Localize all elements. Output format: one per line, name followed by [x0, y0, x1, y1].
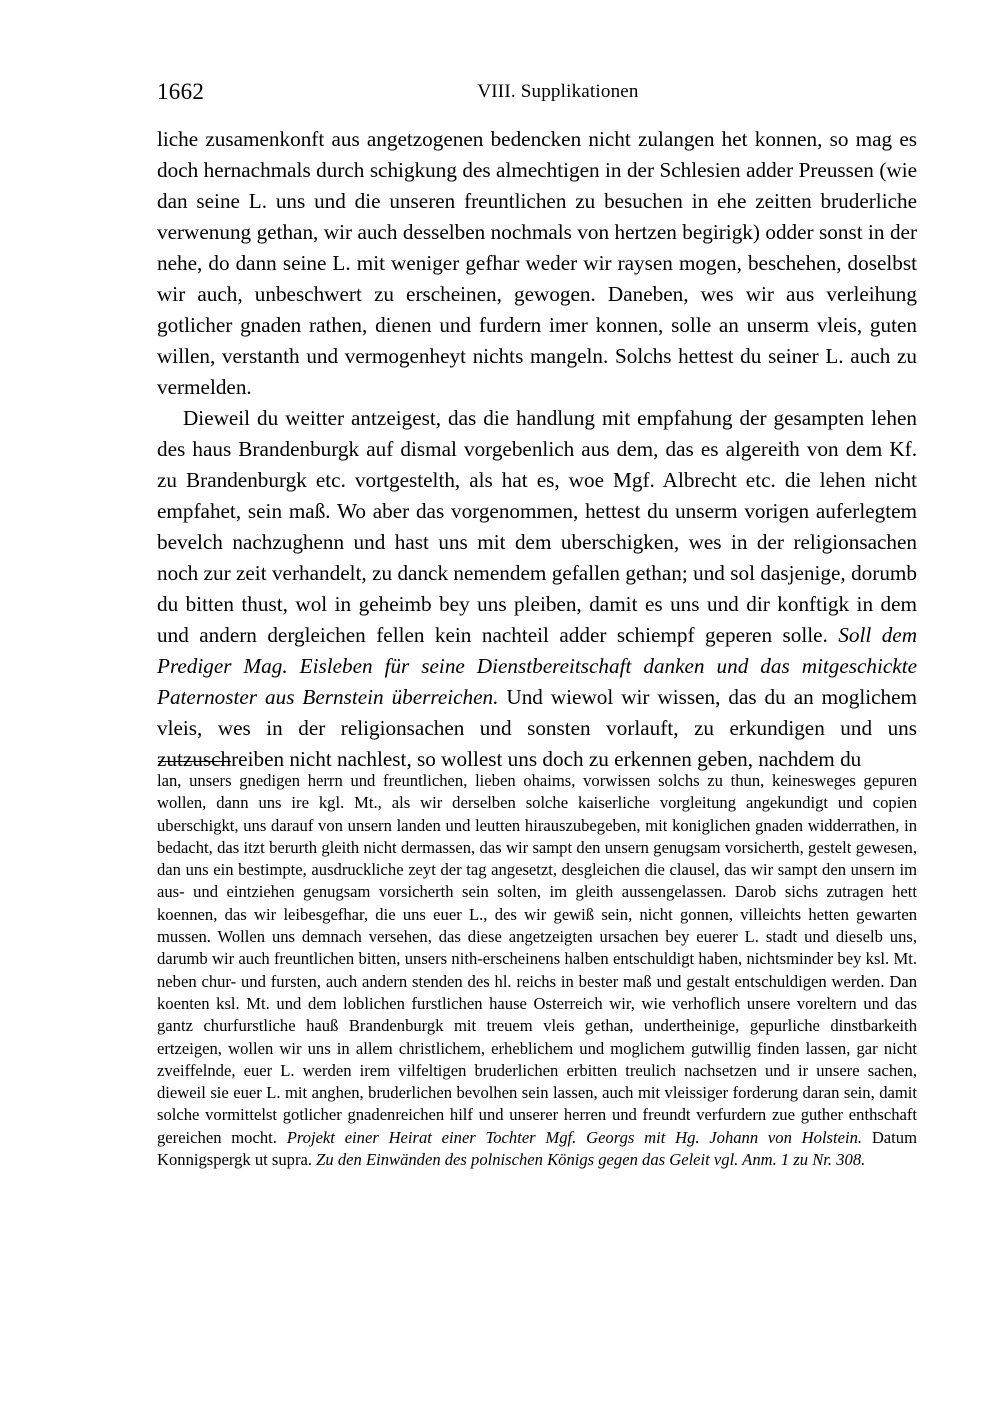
- text-run-italic-editorial-note: Soll dem Prediger Mag. Eisleben für seine Dienstbereitschaft danken und das mitgeschickte Paternoster aus Bernstein überreichen.: [157, 623, 917, 709]
- footnote-run-italic-reference: Zu den Einwänden des polnischen Königs gegen das Geleit vgl. Anm. 1 zu Nr. 308.: [316, 1150, 866, 1170]
- running-title: VIII. Supplikationen: [477, 81, 639, 102]
- page-header: [157, 78, 917, 106]
- footnote-run-roman: lan, unsers gnedigen herrn und freuntlichen, lieben ohaims, vorwissen solchs zu thun, keinesweges gepuren wollen, dann uns ire kgl. Mt., als wir derselben solche kaiserliche vorgleitung angekundigt und copien uberschigkt, uns darauf von unsern landen und leutten hirauszubegeben, mit koniglichen gnaden widderrathen, in bedacht, das itzt berurth gleith nicht dermassen, das wir sampt den unsern genugsam vorsicherth, gestelt gewesen, dan uns ein bestimpte, ausdruckliche zeyt der tag angesetzt, desgleichen die clausel, das wir sampt den unsern im aus- und eintziehen genugsam vorsicherth sein solten, im gleith aussengelassen. Darob sichs zutragen hett koennen, das wir leibesgefhar, die uns euer L., des wir gewiß sein, nicht gonnen, villeichts hetten gewarten mussen. Wollen uns demnach versehen, das diese angetzeigten ursachen bey euerer L. stadt und dieselb uns, darumb wir auch freuntlichen bitten, unsers nith-erscheinens halben entschuldigt haben, nichtsminder bey ksl. Mt. neben chur- und fursten, auch andern stenden des hl. reichs in bester maß und gestalt entschuldigen werden. Dan koenten ksl. Mt. und dem loblichen furstlichen hause Osterreich wir, wie verhoflich unsere voreltern und das gantz churfurstliche hauß Brandenburgk mit treuem vleis gethan, undertheinige, gepurliche dinstbarkeith ertzeigen, wollen wir uns in allem christlichem, erheblichem und moglichem gutwillig finden lassen, gar nicht zveiffelnde, euer L. werden irem vilfeltigen bruderlichen erbitten treulich nachsetzen und ir unsere sachen, dieweil sie euer L. mit anghen, bruderlichen bevolhen sein lassen, auch mit vleissiger forderung daran sein, damit solche vormittelst gotlicher gnadenreichen hilf und unserer herren und freundt verfurdern zue guther enthschaft gereichen mocht.: [157, 771, 917, 1147]
- body-paragraph: [157, 403, 917, 775]
- text-run-roman: liche zusamenkonft aus angetzogenen bedencken nicht zulangen het konnen, so mag es doch hernachmals durch schigkung des almechtigen in der Schlesien adder Preussen (wie dan seine L. uns und die unseren freuntlichen zu besuchen in ehe zeitten bruderliche verwenung gethan, wir auch desselben nochmals von hertzen begirigk) odder sonst in der nehe, do dann seine L. mit weniger gefhar weder wir raysen mogen, beschehen, doselbst wir auch, unbeschwert zu erscheinen, gewogen. Daneben, wes wir aus verleihung gotlicher gnaden rathen, dienen und furdern imer konnen, solle an unserm vleis, guten willen, verstanth und vermogenheyt nichts mangeln. Solchs hettest du seiner L. auch zu vermelden.: [157, 127, 917, 399]
- footnote-block: [157, 770, 917, 1171]
- page-number: 1662: [157, 79, 205, 104]
- footnote-separator-rule: [158, 761, 231, 762]
- footnote-run-italic-regest: Projekt einer Heirat einer Tochter Mgf. Georgs mit Hg. Johann von Holstein.: [286, 1127, 863, 1147]
- main-text-block: [157, 124, 917, 775]
- text-run-roman: Und wiewol wir wissen, das du an moglichem vleis, wes in der religionsachen und sonsten vorlauft, zu erkundigen und uns zutzuschreiben nicht nachlest, so wollest uns doch zu erkennen geben, nachdem du: [157, 685, 917, 771]
- footnote-run-roman: Datum Konnigspergk ut supra.: [157, 1127, 917, 1170]
- footnote-paragraph: [157, 770, 917, 1171]
- body-paragraph: [157, 124, 917, 403]
- text-run-roman: Dieweil du weitter antzeigest, das die handlung mit empfahung der gesampten lehen des haus Brandenburgk auf dismal vorgebenlich aus dem, das es algereith von dem Kf. zu Brandenburgk etc. vortgestelth, als hat es, woe Mgf. Albrecht etc. die lehen nicht empfahet, sein maß. Wo aber das vorgenommen, hettest du unserm vorigen auferlegtem bevelch nachzughenn und hast uns mit dem uberschigken, wes in der religionsachen noch zur zeit verhandelt, zu danck nemendem gefallen gethan; und sol dasjenige, dorumb du bitten thust, wol in geheimb bey uns pleiben, damit es uns und dir konftigk in dem und andern dergleichen fellen kein nachteil adder schiempf geperen solle.: [157, 406, 917, 647]
